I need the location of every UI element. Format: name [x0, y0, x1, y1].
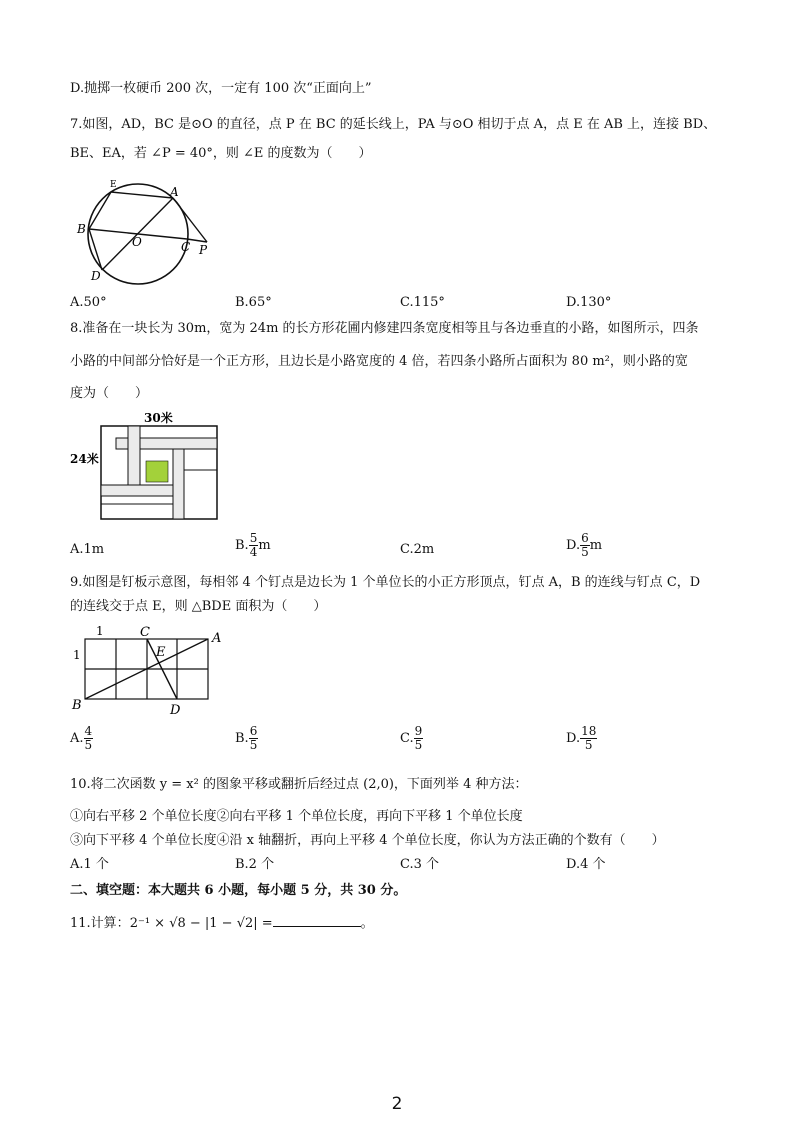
- q7-option-b: B.65°: [235, 295, 272, 310]
- q10-method-line3: ③向下平移 4 个单位长度④沿 x 轴翻折，再向上平移 4 个单位长度，你认为方法正确的个数有（ ）: [70, 833, 665, 848]
- q7-label-a: A: [170, 185, 179, 199]
- q8-label-height: 24米: [70, 452, 99, 466]
- q9-option-d: D. $\frac{18}{5}$: [566, 724, 597, 752]
- q7-option-d: D.130°: [566, 295, 612, 310]
- q8-option-d: D. $\frac{6}{5}$ m: [566, 531, 603, 559]
- q7-label-e: E: [110, 180, 117, 190]
- q9-stem-line2: 的连线交于点 E，则 △BDE 面积为（ ）: [70, 599, 327, 614]
- q10-stem-line1: 10.将二次函数 y = x² 的图象平移或翻折后经过点 (2,0)，下面列举 4 种方法：: [70, 777, 528, 792]
- q9-label-a: A: [212, 631, 222, 646]
- q10-option-b: B.2 个: [235, 857, 275, 872]
- q9-label-e: E: [156, 645, 166, 660]
- section-heading-fill-blank: 二、填空题：本大题共 6 小题，每小题 5 分，共 30 分。: [70, 883, 407, 898]
- q9-label-c: C: [140, 625, 150, 640]
- q8-stem-line2: 小路的中间部分恰好是一个正方形，且边长是小路宽度的 4 倍，若四条小路所占面积为 80 m²，则小路的宽: [70, 354, 688, 369]
- q8-option-c: C.2m: [400, 542, 435, 557]
- q9-label-b: B: [72, 698, 82, 713]
- q8-garden-figure: [70, 408, 230, 524]
- q7-chord-be: [89, 192, 111, 229]
- q9-label-unit-left: 1: [73, 648, 81, 662]
- q7-label-o: O: [132, 235, 142, 249]
- q7-chord-ea: [111, 192, 173, 198]
- q7-label-p: P: [199, 243, 208, 257]
- q8-path-bottom: [101, 485, 175, 496]
- q8-label-width: 30米: [144, 411, 173, 425]
- q7-stem-line1: 7.如图，AD，BC 是⊙O 的直径，点 P 在 BC 的延长线上，PA 与⊙O 相切于点 A，点 E 在 AB 上，连接 BD、: [70, 117, 717, 132]
- q9-option-b: B. $\frac{6}{5}$: [235, 724, 258, 752]
- q9-pegboard-figure: [70, 622, 230, 718]
- q10-option-a: A.1 个: [70, 857, 109, 872]
- q7-label-b: B: [77, 222, 86, 236]
- q9-option-c: C. $\frac{9}{5}$: [400, 724, 423, 752]
- q10-option-d: D.4 个: [566, 857, 606, 872]
- q11-question: 11.计算：2⁻¹ × √8 − |1 − √2| = 。: [70, 916, 374, 931]
- q10-option-c: C.3 个: [400, 857, 440, 872]
- q9-label-d: D: [170, 703, 181, 718]
- q11-answer-blank: [273, 914, 361, 927]
- q8-stem-line1: 8.准备在一块长为 30m，宽为 24m 的长方形花圃内修建四条宽度相等且与各边垂直的小路，如图所示，四条: [70, 321, 699, 336]
- q9-label-unit-top: 1: [96, 624, 104, 638]
- q9-stem-line1: 9.如图是钉板示意图，每相邻 4 个钉点是边长为 1 个单位长的小正方形顶点，钉点 A，B 的连线与钉点 C，D: [70, 575, 701, 590]
- q8-path-right: [173, 449, 184, 519]
- q7-diameter-ad: [102, 198, 173, 270]
- q8-option-a: A.1m: [70, 542, 105, 557]
- q7-option-a: A.50°: [70, 295, 107, 310]
- q6-option-d: D.抛掷一枚硬币 200 次，一定有 100 次“正面向上”: [70, 81, 372, 96]
- q7-label-d: D: [91, 269, 101, 283]
- q7-tangent-pa: [173, 198, 207, 242]
- q7-option-c: C.115°: [400, 295, 445, 310]
- page-number: 2: [391, 1094, 403, 1114]
- q8-option-b: B. $\frac{5}{4}$ m: [235, 531, 271, 559]
- q8-stem-line3: 度为（ ）: [70, 386, 149, 401]
- q8-center-square: [146, 461, 168, 482]
- q7-stem-line2: BE、EA，若 ∠P = 40°，则 ∠E 的度数为（ ）: [70, 146, 372, 161]
- q9-option-a: A. $\frac{4}{5}$: [70, 724, 93, 752]
- q10-method-line2: ①向右平移 2 个单位长度②向右平移 1 个单位长度，再向下平移 1 个单位长度: [70, 809, 523, 824]
- q7-label-c: C: [181, 240, 191, 254]
- q7-circle-figure: [74, 176, 224, 288]
